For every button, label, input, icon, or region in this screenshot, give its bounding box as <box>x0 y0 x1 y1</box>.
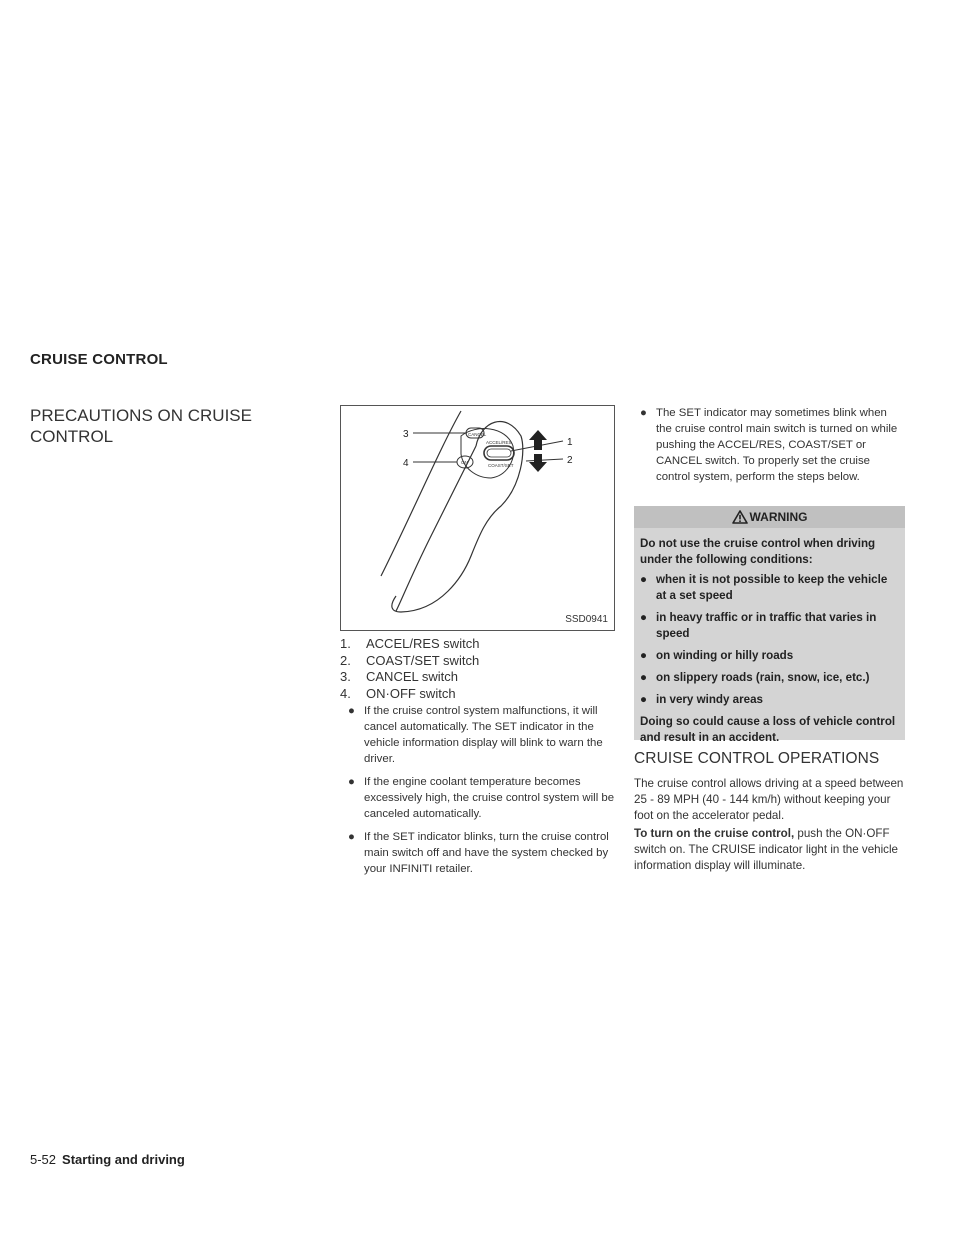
footer-section: Starting and driving <box>62 1152 185 1167</box>
list-item <box>640 670 899 686</box>
list-number: 1. <box>340 636 351 651</box>
callout-4: 4 <box>403 458 409 469</box>
precautions-heading-line2: CONTROL <box>30 427 114 446</box>
spoke-outline-outer <box>381 411 461 576</box>
warning-item-text: in heavy traffic or in traffic that varies in speed <box>656 611 877 640</box>
bullet-icon: ● <box>348 705 355 717</box>
operations-paragraph-2 <box>634 826 906 874</box>
list-item <box>340 636 615 653</box>
precautions-heading <box>30 405 310 447</box>
bullet-icon: ● <box>640 611 648 624</box>
list-number: 2. <box>340 652 351 668</box>
switch-housing <box>392 422 523 612</box>
bullet-text: If the cruise control system malfunctions, it will cancel automatically. The SET indicator in the vehicle information display will blink to warn the driver. <box>364 705 603 765</box>
list-item <box>640 610 899 642</box>
accel-coast-button-shape <box>484 446 514 460</box>
figure-code: SSD0941 <box>565 614 608 625</box>
warning-item-text: on slippery roads (rain, snow, ice, etc.) <box>656 671 870 684</box>
warning-intro: Do not use the cruise control when driving under the following conditions: <box>640 537 876 566</box>
steering-switch-illustration <box>341 406 614 630</box>
figure-label-on: ON <box>461 460 468 465</box>
list-number: 4. <box>340 686 351 702</box>
switch-list <box>340 636 615 703</box>
list-label: ON·OFF switch <box>366 686 456 702</box>
spoke-outline-inner <box>396 446 476 611</box>
warning-item-text: on winding or hilly roads <box>656 649 794 662</box>
list-item <box>640 648 899 664</box>
list-item <box>640 572 899 604</box>
arrow-down-icon <box>529 454 547 472</box>
page-number: 5-52 <box>30 1152 57 1167</box>
warning-outro: Doing so could cause a loss of vehicle control and result in an accident. <box>640 715 896 744</box>
bullet-text: If the engine coolant temperature becomes excessively high, the cruise control system will be canceled automatically. <box>364 776 615 820</box>
leader-line-2 <box>526 459 563 461</box>
warning-list <box>640 572 899 708</box>
callout-1: 1 <box>567 437 573 448</box>
figure-label-coast: COAST/SET <box>488 463 514 468</box>
bullet-icon: ● <box>640 407 647 419</box>
list-item <box>340 653 615 670</box>
set-indicator-bullet <box>640 405 905 485</box>
bullet-icon: ● <box>640 573 648 586</box>
bullet-text: The SET indicator may sometimes blink when the cruise control main switch is turned on while pushing the ACCEL/RES, COAST/SET or CANCEL switch. To properly set the cruise control system, perform the steps below. <box>656 407 898 483</box>
cruise-switch-figure <box>340 405 615 631</box>
list-item <box>348 829 615 877</box>
warning-triangle-icon <box>732 510 748 524</box>
operations-heading: CRUISE CONTROL OPERATIONS <box>634 750 880 767</box>
operations-paragraph-2-bold: To turn on the cruise control, <box>634 827 795 840</box>
bullet-icon: ● <box>640 649 648 662</box>
page-footer <box>30 1152 185 1167</box>
bullet-text: If the SET indicator blinks, turn the cruise control main switch off and have the system checked by your INFINITI retailer. <box>364 831 609 875</box>
warning-item-text: when it is not possible to keep the vehicle at a set speed <box>656 573 888 602</box>
section-title: CRUISE CONTROL <box>30 351 168 368</box>
list-number: 3. <box>340 669 351 685</box>
callout-3: 3 <box>403 429 409 440</box>
bullet-icon: ● <box>640 693 648 706</box>
bullet-icon: ● <box>348 776 355 788</box>
list-item <box>640 405 905 485</box>
precautions-heading-line1: PRECAUTIONS ON CRUISE <box>30 406 252 425</box>
operations-paragraph-2-rest: push the ON·OFF switch on. The CRUISE indicator light in the vehicle information display will illuminate. <box>634 827 898 872</box>
callout-2: 2 <box>567 455 573 466</box>
precaution-bullets <box>348 703 615 884</box>
list-item <box>640 692 899 708</box>
list-item <box>340 686 615 703</box>
warning-box <box>634 506 905 744</box>
figure-label-cancel: CANCEL <box>468 432 487 437</box>
warning-item-text: in very windy areas <box>656 693 763 706</box>
list-label: CANCEL switch <box>366 669 458 685</box>
list-label: COAST/SET switch <box>366 652 480 668</box>
list-item <box>340 669 615 686</box>
list-label: ACCEL/RES switch <box>366 636 480 651</box>
warning-title: WARNING <box>749 510 808 524</box>
warning-header <box>634 506 905 528</box>
figure-label-accel: ACCEL/RES <box>486 440 512 445</box>
bullet-icon: ● <box>348 831 355 843</box>
accel-coast-button-inner <box>487 449 511 457</box>
operations-paragraph-1: The cruise control allows driving at a speed between 25 - 89 MPH (40 - 144 km/h) without keeping your foot on the accelerator pedal. <box>634 777 904 822</box>
bullet-icon: ● <box>640 671 648 684</box>
list-item <box>348 774 615 822</box>
list-item <box>348 703 615 767</box>
